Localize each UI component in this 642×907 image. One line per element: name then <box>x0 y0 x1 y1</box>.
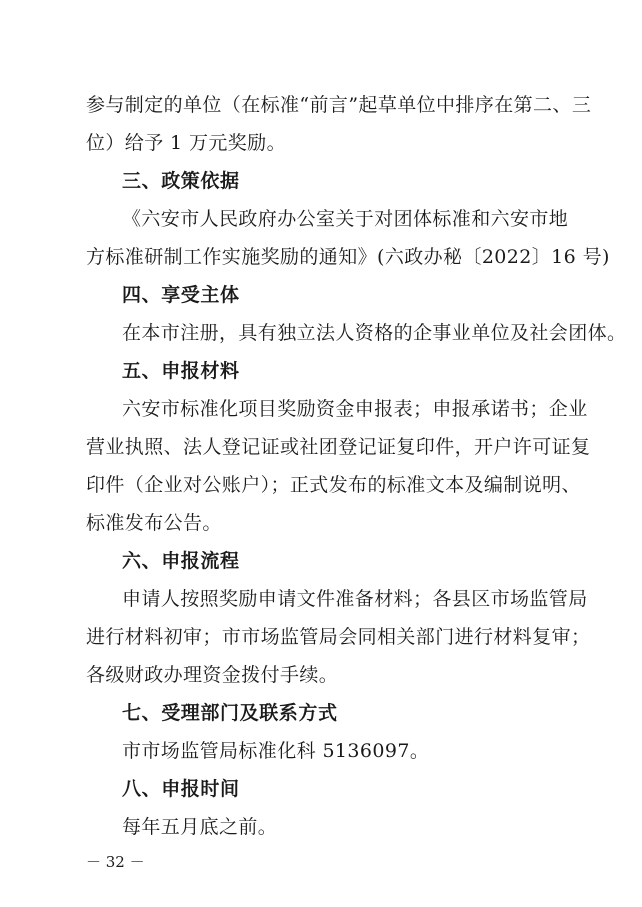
materials-line-2: 营业执照、法人登记证或社团登记证复印件，开户许可证复 <box>86 436 591 458</box>
materials-line-1: 六安市标准化项目奖励资金申报表；申报承诺书；企业 <box>122 398 588 420</box>
materials-line-4: 标准发布公告。 <box>86 512 222 534</box>
process-heading: 六、申报流程 <box>122 550 240 572</box>
contact-line-1: 市市场监管局标准化科 5136097。 <box>122 740 430 762</box>
process-line-1: 申请人按照奖励申请文件准备材料；各县区市场监管局 <box>122 588 588 610</box>
policy-line-1: 《六安市人民政府办公室关于对团体标准和六安市地 <box>122 208 569 230</box>
process-line-2: 进行材料初审；市市场监管局会同相关部门进行材料复审； <box>86 626 591 648</box>
policy-heading: 三、政策依据 <box>122 170 240 192</box>
process-line-3: 各级财政办理资金拨付手续。 <box>86 664 339 686</box>
subject-heading: 四、享受主体 <box>122 284 240 306</box>
time-heading: 八、申报时间 <box>122 778 240 800</box>
page-number: － 32 － <box>86 853 145 871</box>
intro-line-2: 位）给予 1 万元奖励。 <box>86 132 286 154</box>
subject-line-1: 在本市注册，具有独立法人资格的企事业单位及社会团体。 <box>122 322 627 344</box>
materials-heading: 五、申报材料 <box>122 360 240 382</box>
intro-line-1: 参与制定的单位（在标准“前言”起草单位中排序在第二、三 <box>86 94 592 116</box>
time-line-1: 每年五月底之前。 <box>122 816 278 838</box>
policy-line-2: 方标准研制工作实施奖励的通知》(六政办秘〔2022〕16 号) <box>86 246 610 268</box>
materials-line-3: 印件（企业对公账户）；正式发布的标准文本及编制说明、 <box>86 474 581 496</box>
contact-heading: 七、受理部门及联系方式 <box>122 702 338 724</box>
